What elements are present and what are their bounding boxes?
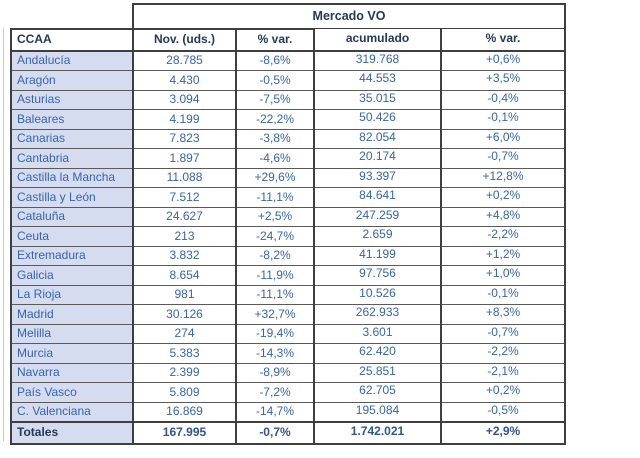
acumulado-cell: 41.199 [314,245,441,265]
table-body-section [11,51,565,444]
nov-units-cell: 16.869 [133,402,236,422]
acumulado-cell: 44.553 [314,70,441,90]
nov-var-cell: -8,2% [236,246,314,266]
nov-units-cell: 4.199 [133,110,236,130]
table-row [11,344,565,364]
acumulado-cell: 25.851 [314,362,441,382]
acumulado-var-cell: +8,3% [441,304,565,324]
acumulado-var-cell: +12,8% [441,167,565,187]
nov-var-cell: -24,7% [236,227,314,247]
column-header-ccaa: CCAA [11,29,133,51]
totals-label-cell: Totales [11,422,133,444]
nov-var-cell: -7,2% [236,383,314,403]
nov-units-cell: 213 [133,227,236,247]
region-cell: Melilla [11,324,133,344]
nov-units-cell: 4.430 [133,71,236,91]
nov-units-cell: 7.823 [133,129,236,149]
totals-nov-var-cell: -0,7% [236,422,314,444]
nov-var-cell: -19,4% [236,324,314,344]
table-row [11,71,565,91]
nov-units-cell: 28.785 [133,51,236,71]
acumulado-var-cell: -0,7% [441,323,565,343]
nov-units-cell: 3.094 [133,90,236,110]
nov-units-cell: 3.832 [133,246,236,266]
nov-var-cell: -11,9% [236,266,314,286]
acumulado-var-cell: -0,1% [441,109,565,129]
acumulado-var-cell: -0,4% [441,89,565,109]
nov-var-cell: -22,2% [236,110,314,130]
acumulado-cell: 247.259 [314,206,441,226]
acumulado-var-cell: -2,2% [441,343,565,363]
background-gridline [3,28,4,441]
table-row [11,266,565,286]
table-row [11,383,565,403]
nov-units-cell: 11.088 [133,168,236,188]
title-row [11,4,565,29]
acumulado-cell: 319.768 [314,50,441,70]
acumulado-var-cell: +3,5% [441,70,565,90]
nov-var-cell: -8,6% [236,51,314,71]
table-row [11,227,565,247]
acumulado-var-cell: +0,6% [441,50,565,70]
acumulado-var-cell: -0,5% [441,401,565,421]
region-cell: Canarias [11,129,133,149]
table-row [11,129,565,149]
column-header-acumulado: acumulado [314,28,441,50]
table-title: Mercado VO [133,4,565,29]
mercado-vo-table [10,3,566,445]
nov-units-cell: 981 [133,285,236,305]
region-cell: Andalucía [11,51,133,71]
nov-units-cell: 5.809 [133,383,236,403]
header-row [11,29,565,51]
table-row [11,168,565,188]
acumulado-cell: 195.084 [314,401,441,421]
table-row [11,90,565,110]
acumulado-var-cell: -2,2% [441,226,565,246]
acumulado-cell: 62.420 [314,343,441,363]
nov-var-cell: -14,3% [236,344,314,364]
region-cell: País Vasco [11,383,133,403]
region-cell: Cataluña [11,207,133,227]
region-cell: Cantabria [11,149,133,169]
acumulado-cell: 62.705 [314,382,441,402]
nov-var-cell: -3,8% [236,129,314,149]
acumulado-cell: 10.526 [314,284,441,304]
region-cell: Madrid [11,305,133,325]
column-header-nov: Nov. (uds.) [133,29,236,51]
table-row [11,402,565,422]
acumulado-cell: 3.601 [314,323,441,343]
nov-var-cell: -0,5% [236,71,314,91]
nov-units-cell: 30.126 [133,305,236,325]
region-cell: Extremadura [11,246,133,266]
acumulado-cell: 97.756 [314,265,441,285]
acumulado-cell: 20.174 [314,148,441,168]
acumulado-var-cell: -0,1% [441,284,565,304]
acumulado-cell: 82.054 [314,128,441,148]
region-cell: C. Valenciana [11,402,133,422]
acumulado-cell: 35.015 [314,89,441,109]
totals-nov-units-cell: 167.995 [133,422,236,444]
nov-var-cell: -11,1% [236,188,314,208]
acumulado-cell: 93.397 [314,167,441,187]
nov-var-cell: -7,5% [236,90,314,110]
table-row [11,324,565,344]
acumulado-var-cell: +0,2% [441,382,565,402]
nov-var-cell: +29,6% [236,168,314,188]
totals-acumulado-cell: 1.742.021 [314,421,441,443]
nov-var-cell: -11,1% [236,285,314,305]
region-cell: Aragón [11,71,133,91]
acumulado-cell: 2.659 [314,226,441,246]
table-row [11,149,565,169]
region-cell: Navarra [11,363,133,383]
table-row [11,207,565,227]
totals-row [11,422,565,444]
table-row [11,363,565,383]
nov-var-cell: +32,7% [236,305,314,325]
column-header-var-nov: % var. [236,29,314,51]
acumulado-var-cell: +1,2% [441,245,565,265]
corner-blank [11,4,133,29]
table-row [11,285,565,305]
table-row [11,51,565,71]
region-cell: Ceuta [11,227,133,247]
region-cell: Asturias [11,90,133,110]
region-cell: La Rioja [11,285,133,305]
totals-acumulado-var-cell: +2,9% [441,421,565,443]
region-cell: Baleares [11,110,133,130]
nov-units-cell: 2.399 [133,363,236,383]
region-cell: Galicia [11,266,133,286]
region-cell: Castilla la Mancha [11,168,133,188]
acumulado-cell: 262.933 [314,304,441,324]
nov-var-cell: -4,6% [236,149,314,169]
acumulado-var-cell: -2,1% [441,362,565,382]
nov-units-cell: 24.627 [133,207,236,227]
region-cell: Murcia [11,344,133,364]
acumulado-var-cell: +1,0% [441,265,565,285]
acumulado-cell: 50.426 [314,109,441,129]
nov-var-cell: +2,5% [236,207,314,227]
table-row [11,188,565,208]
nov-units-cell: 8.654 [133,266,236,286]
column-header-var-acum: % var. [441,28,565,50]
nov-units-cell: 1.897 [133,149,236,169]
acumulado-var-cell: +4,8% [441,206,565,226]
nov-units-cell: 274 [133,324,236,344]
acumulado-cell: 84.641 [314,187,441,207]
table-row [11,246,565,266]
nov-var-cell: -8,9% [236,363,314,383]
acumulado-var-cell: +0,2% [441,187,565,207]
nov-var-cell: -14,7% [236,402,314,422]
nov-units-cell: 7.512 [133,188,236,208]
region-cell: Castilla y León [11,188,133,208]
acumulado-var-cell: +6,0% [441,128,565,148]
acumulado-var-cell: -0,7% [441,148,565,168]
nov-units-cell: 5.383 [133,344,236,364]
table-head-section [11,4,565,51]
table-row [11,305,565,325]
table-row [11,110,565,130]
